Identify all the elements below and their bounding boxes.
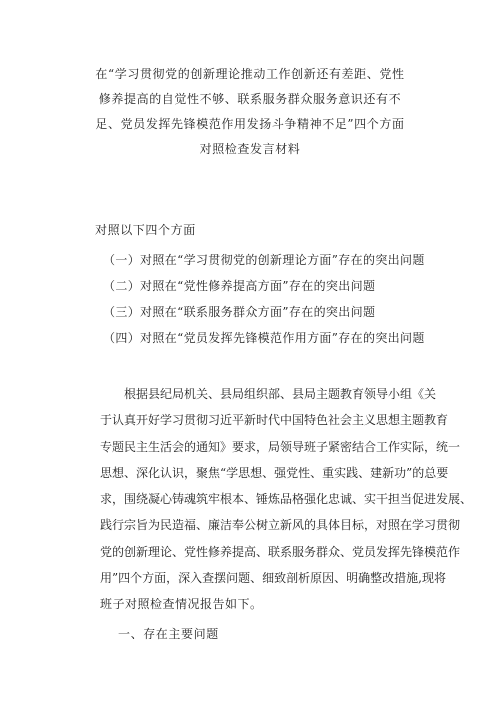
paragraph-line: 班子对照检查情况报告如下。 — [100, 597, 263, 612]
section-heading: 一、存在主要问题 — [118, 627, 219, 641]
body-paragraph — [100, 381, 473, 618]
toc-item: （四）对照在“党员发挥先锋模范作用方面”存在的突出问题 — [103, 331, 425, 345]
paragraph-line: 于认真开好学习贯彻习近平新时代中国特色社会主义思想主题教育 — [100, 413, 449, 428]
toc-heading: 对照以下四个方面 — [95, 223, 196, 237]
toc-item: （二）对照在“党性修养提高方面”存在的突出问题 — [103, 279, 376, 293]
paragraph-line: 求，围绕凝心铸魂筑牢根本、锤炼品格强化忠诚、实干担当促进发展、 — [100, 492, 473, 507]
toc-item: （三）对照在“联系服务群众方面”存在的突出问题 — [103, 305, 376, 319]
paragraph-line: 党的创新理论、党性修养提高、联系服务群众、党员发挥先锋模范作 — [100, 544, 461, 559]
paragraph-line: 践行宗旨为民造福、廉洁奉公树立新风的具体目标，对照在学习贯彻 — [100, 518, 461, 533]
paragraph-line: 用”四个方面，深入查摆问题、细致剖析原因、明确整改措施,现将 — [100, 571, 446, 586]
title-line: 足、党员发挥先锋模范作用发扬斗争精神不足”四个方面 — [95, 117, 405, 131]
toc-list — [103, 247, 443, 351]
paragraph-line: 思想、深化认识，聚焦“学思想、强党性、重实践、建新功”的总要 — [100, 465, 449, 480]
title-line: 修养提高的自觉性不够、联系服务群众服务意识还有不 — [98, 92, 402, 106]
toc-item: （一）对照在“学习贯彻党的创新理论方面”存在的突出问题 — [103, 253, 425, 267]
paragraph-line: 专题民主生活会的通知》要求，局领导班子紧密结合工作实际，统一 — [100, 439, 461, 454]
paragraph-line: 根据县纪局机关、县局组织部、县局主题教育领导小组《关 — [124, 387, 437, 401]
title-line: 在“学习贯彻党的创新理论推动工作创新还有差距、党性 — [95, 67, 405, 81]
title-line: 对照检查发言材料 — [199, 142, 301, 156]
document-title — [60, 62, 440, 162]
